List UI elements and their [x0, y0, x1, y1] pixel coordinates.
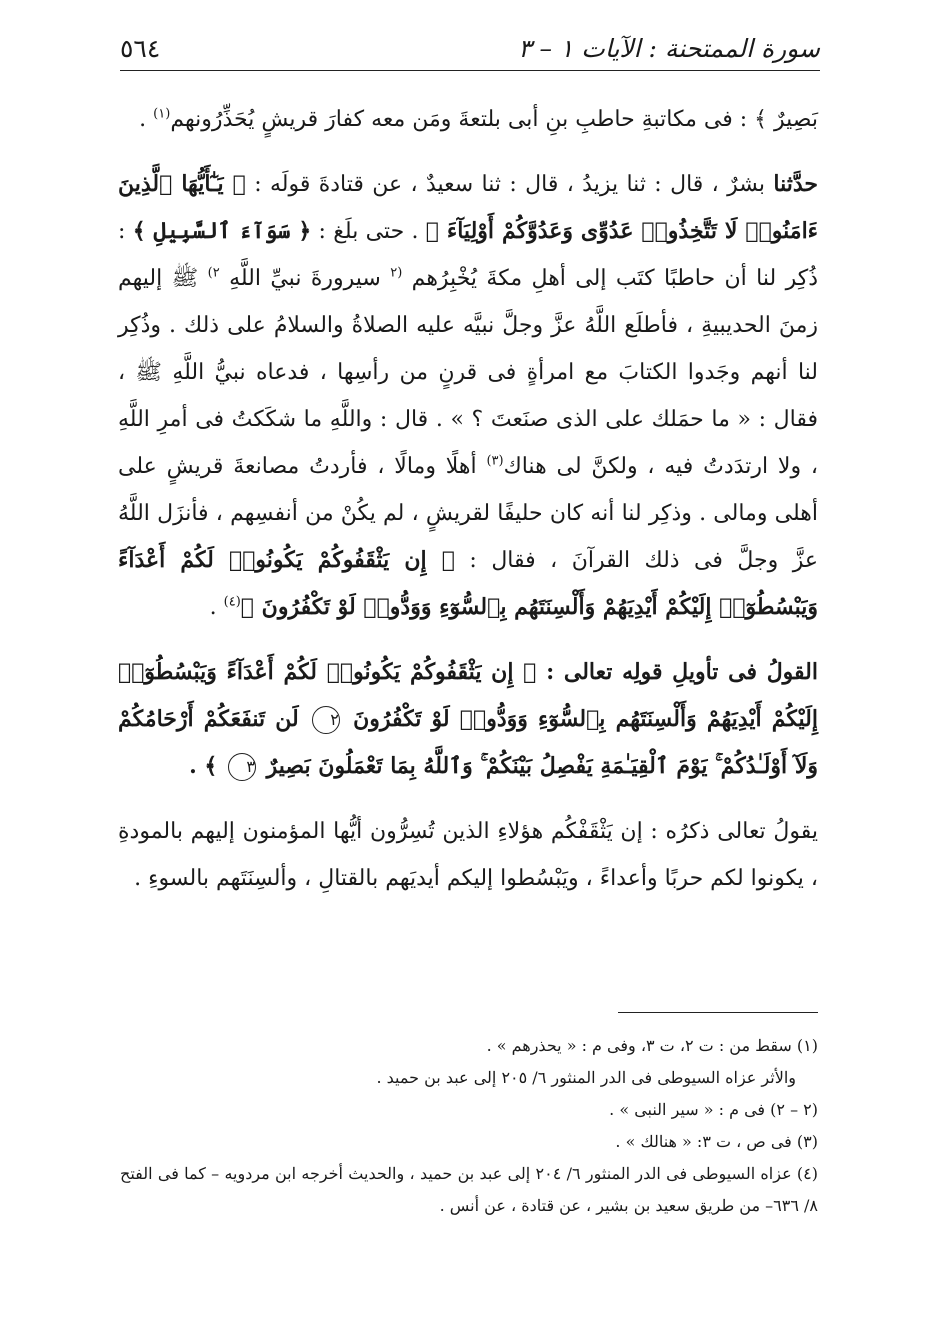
paragraph-2 — [118, 161, 818, 631]
quran-verse-3: لَن تَنفَعَكُمْ أَرْحَامُكُمْ وَلَآ أَوْلَـٰدُكُمْ ۚ يَوْمَ ٱلْقِيَـٰمَةِ يَفْصِلُ بَيْنَكُمْ ۚ وَٱللَّهُ بِمَا تَعْمَلُونَ بَصِيرٌ — [118, 706, 818, 779]
footnote-ref-2-open: (٢ — [390, 265, 403, 281]
footnote-1: (١) سقط من : ت ٢، ت ٣، وفى م : « يحذرهم » . — [486, 1036, 818, 1055]
paragraph-2-text-f: أهلًا ومالًا ، فأردتُ مصانعةَ قريشٍ على أهلى ومالى . وذكِر لنا أنه كان حليفًا لقريشٍ ، لم يكُنْ من أنفسِهم ، فأنزَل اللَّهُ عزَّ وجلَّ فى ذلك القرآنَ ، فقال : — [118, 454, 818, 573]
footnote-ref-4: (٤) — [223, 594, 241, 610]
footnote-3: (٣) فى ص ، ت ٣: « هنالك » . — [615, 1132, 818, 1151]
paragraph-1 — [118, 96, 818, 143]
footnote-ref-3: (٣) — [486, 453, 504, 469]
main-text — [118, 96, 818, 902]
verse-number-3-marker: ٣ — [228, 753, 256, 781]
running-header — [120, 28, 820, 68]
paragraph-2-text-a: بشرٌ ، قال : ثنا يزيدُ ، قال : ثنا سعيدٌ ، عن قتادةَ قولَه : — [245, 172, 774, 197]
quran-verse-2: ﴿ إِن يَثْقَفُوكُمْ يَكُونُوا۟ لَكُمْ أَعْدَآءً وَيَبْسُطُوٓا۟ إِلَيْكُمْ أَيْدِيَهُمْ وَأَلْسِنَتَهُم بِٱلسُّوٓءِ وَوَدُّوا۟ لَوْ تَكْفُرُونَ — [118, 659, 818, 732]
footnotes — [120, 1030, 818, 1222]
paragraph-2-end: . — [209, 595, 224, 620]
quran-verse-b: ﴿ سَوَآءَ ٱلسَّبِيلِ ﴾ — [132, 218, 312, 244]
tafsir-heading: القولُ فى تأويلِ قولِه تعالى : — [546, 659, 818, 685]
footnote-2: (٢ – ٢) فى م : « سير النبى » . — [609, 1100, 818, 1119]
paragraph-2-text-b: . حتى بلَغ : — [311, 219, 426, 244]
paragraph-1-end: . — [139, 107, 154, 132]
paragraph-3-end: ﴾ . — [189, 753, 225, 779]
footnote-4: (٤) عزاه السيوطى فى الدر المنثور ٦/ ٢٠٤ إلى عبد بن حميد ، والحديث أخرجه ابن مردويه – كما فى الفتح ٨/ ٦٣٦– من طريق سعيد بن بشير ، عن قتادة ، عن أنس . — [120, 1164, 818, 1215]
footnote-rule — [618, 1012, 818, 1013]
paragraph-2-lead: حدَّثنا — [773, 171, 818, 197]
quran-verse-a: ﴿ يَـٰٓأَيُّهَا ٱلَّذِينَ ءَامَنُوا۟ لَا تَتَّخِذُوا۟ عَدُوِّى وَعَدُوَّكُمْ أَوْلِيَآءَ ﴾ — [118, 171, 819, 244]
paragraph-4 — [118, 808, 818, 902]
page-number: ٥٦٤ — [120, 33, 161, 63]
footnote-ref-1: (١) — [153, 106, 171, 122]
paragraph-2-text-e: ﷺ إليهم زمنَ الحديبيةِ ، فأطلَع اللَّهُ عزَّ وجلَّ نبيَّه عليه الصلاةُ والسلامُ على ذلك . وذُكِر لنا أنهم وجَدوا الكتابَ مع امرأةٍ فى قرنٍ من رأسِها ، فدعاه نبيُّ اللَّهِ ﷺ ، فقال : « ما حمَلك على الذى صنَعتَ ؟ » . قال : واللَّهِ ما شكَكتُ فى أمرِ اللَّهِ ، ولا ارتدَدتُ فيه ، ولكنَّ لى هناك — [118, 266, 818, 479]
paragraph-3 — [118, 649, 818, 790]
header-rule — [120, 70, 820, 71]
verse-number-2-marker: ٢ — [312, 706, 340, 734]
paragraph-4-text: يقولُ تعالى ذكرُه : إن يَثْقَفْكُم هؤلاءِ الذين تُسِرُّون أيُّها المؤمنون إليهم بالمودةِ ، يكونوا لكم حربًا وأعداءً ، ويَبْسُطوا إليكم أيديَهم بالقتالِ ، وألسِنَتَهم بالسوءِ . — [118, 819, 818, 891]
paragraph-2-text-c: : ذُكِر لنا أن حاطبًا كتَب إلى أهلِ مكةَ يُخْبِرُهم — [118, 219, 818, 291]
footnote-1-continuation: والأثر عزاه السيوطى فى الدر المنثور ٦/ ٢٠٥ إلى عبد بن حميد . — [376, 1068, 796, 1087]
footnote-ref-2-close: ٢) — [207, 265, 220, 281]
quran-verse-c: ﴿ إِن يَثْقَفُوكُمْ يَكُونُوا۟ لَكُمْ أَعْدَآءً وَيَبْسُطُوٓا۟ إِلَيْكُمْ أَيْدِيَهُمْ وَأَلْسِنَتَهُم بِٱلسُّوٓءِ وَوَدُّوا۟ لَوْ تَكْفُرُونَ ﴾ — [118, 547, 818, 620]
paragraph-1-text: بَصِيرٌ ﴾ : فى مكاتبةِ حاطبِ بنِ أبى بلتعةَ ومَن معه كفارَ قريشٍ يُحَذِّرُونهم — [170, 107, 818, 132]
paragraph-2-text-d: سيرورةَ نبيِّ اللَّهِ — [219, 266, 391, 291]
section-title: سورة الممتحنة : الآيات ١ – ٣ — [518, 33, 820, 63]
